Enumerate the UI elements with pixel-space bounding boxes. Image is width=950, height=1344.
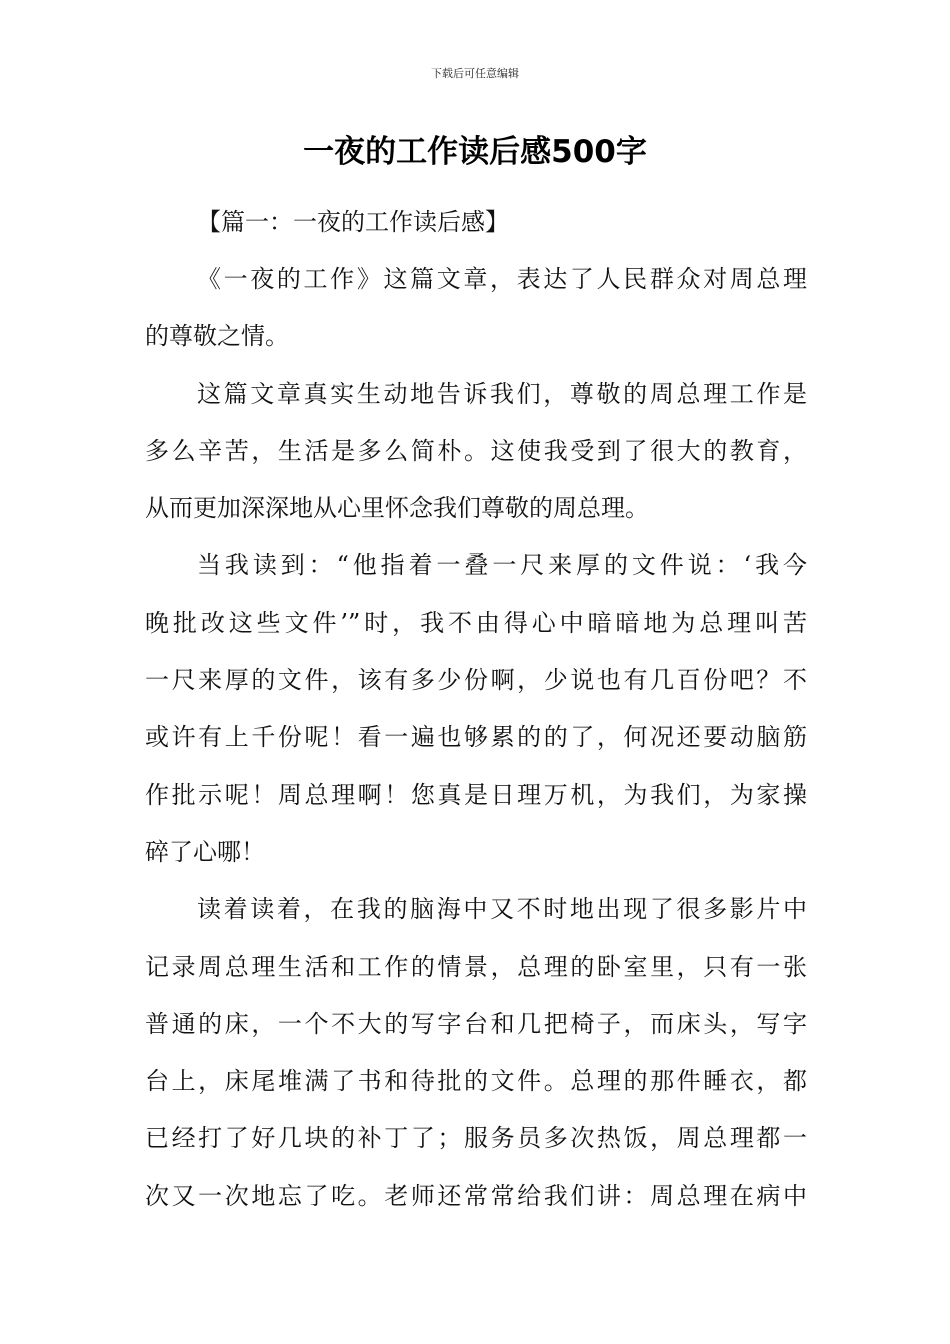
text-line: 一尺来厚的文件，该有多少份啊，少说也有几百份吧？不 bbox=[145, 666, 807, 695]
paragraph bbox=[145, 537, 807, 881]
paragraph bbox=[145, 366, 807, 538]
text-line: 碎了心哪！ bbox=[145, 837, 265, 866]
text-line: 的尊敬之情。 bbox=[145, 322, 289, 351]
header-note: 下载后可任意编辑 bbox=[431, 67, 519, 80]
text-line: 次又一次地忘了吃。老师还常常给我们讲：周总理在病中 bbox=[145, 1181, 807, 1210]
section-heading: 【篇一：一夜的工作读后感】 bbox=[197, 208, 509, 236]
text-line: 晚批改这些文件’”时，我不由得心中暗暗地为总理叫苦 bbox=[145, 608, 807, 637]
text-line: 《一夜的工作》这篇文章，表达了人民群众对周总理 bbox=[197, 265, 807, 293]
text-line: 这篇文章真实生动地告诉我们，尊敬的周总理工作是 bbox=[197, 379, 807, 408]
paragraph bbox=[145, 251, 807, 366]
text-line: 已经打了好几块的补丁了；服务员多次热饭，周总理都一 bbox=[145, 1124, 807, 1153]
text-line: 当我读到：“他指着一叠一尺来厚的文件说：‘我今 bbox=[197, 551, 807, 580]
document-body bbox=[145, 194, 807, 1225]
text-line: 多么辛苦，生活是多么简朴。这使我受到了很大的教育， bbox=[145, 436, 807, 465]
text-line: 读着读着，在我的脑海中又不时地出现了很多影片中 bbox=[197, 895, 807, 924]
text-line: 台上，床尾堆满了书和待批的文件。总理的那件睡衣，都 bbox=[145, 1067, 807, 1096]
text-line: 普通的床，一个不大的写字台和几把椅子，而床头，写字 bbox=[145, 1009, 807, 1038]
text-line: 记录周总理生活和工作的情景，总理的卧室里，只有一张 bbox=[145, 952, 807, 981]
paragraph bbox=[145, 881, 807, 1225]
document-title: 一夜的工作读后感500字 bbox=[303, 134, 647, 170]
text-line: 从而更加深深地从心里怀念我们尊敬的周总理。 bbox=[145, 494, 649, 523]
text-line: 或许有上千份呢！看一遍也够累的的了，何况还要动脑筋 bbox=[145, 723, 807, 752]
text-line: 作批示呢！周总理啊！您真是日理万机，为我们，为家操 bbox=[145, 780, 807, 809]
